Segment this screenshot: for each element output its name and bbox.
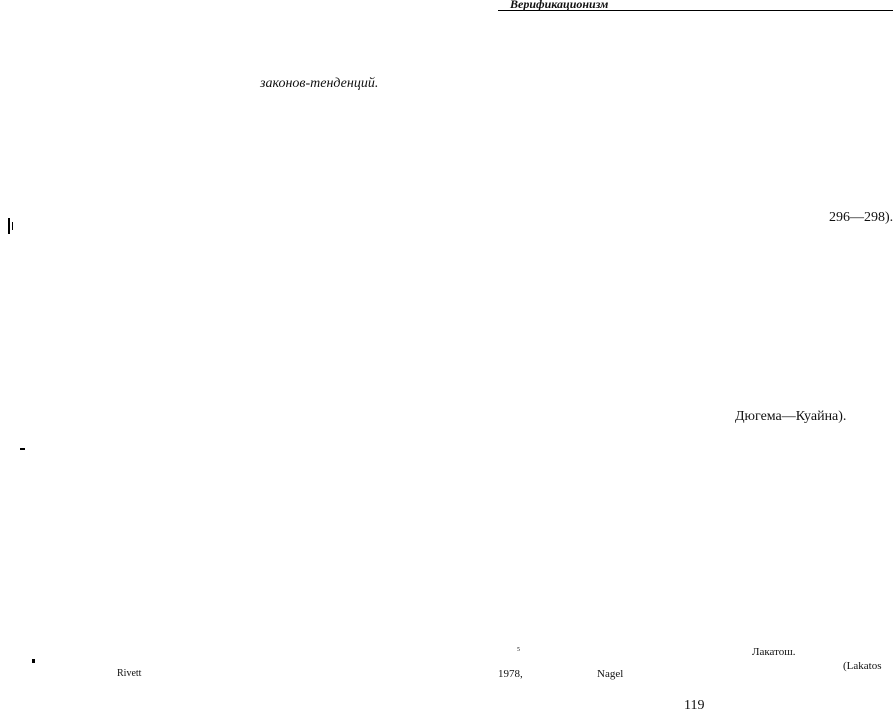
footnote-lakatos-en: (Lakatos: [843, 660, 882, 672]
right-fragment-pages: 296—298).: [829, 210, 893, 225]
scan-speck-edge: [8, 218, 10, 234]
scan-speck-mid: [20, 448, 25, 450]
left-footnote-author: Rivett: [117, 668, 142, 679]
footnote-nagel: Nagel: [597, 668, 624, 680]
scan-speck-edge-2: [12, 222, 13, 230]
footnote-marker-speck: [32, 659, 35, 663]
footnote-year: 1978,: [498, 668, 523, 680]
footnote-marker: 5: [517, 647, 520, 653]
footnote-lakatos-ru: Лакатош.: [752, 646, 796, 658]
running-title: Верификационизм: [510, 0, 609, 11]
right-fragment-duhem-quine: Дюгема—Куайна).: [735, 409, 847, 424]
left-fragment-laws: законов-тенденций.: [260, 76, 379, 91]
page-number: 119: [684, 698, 705, 713]
